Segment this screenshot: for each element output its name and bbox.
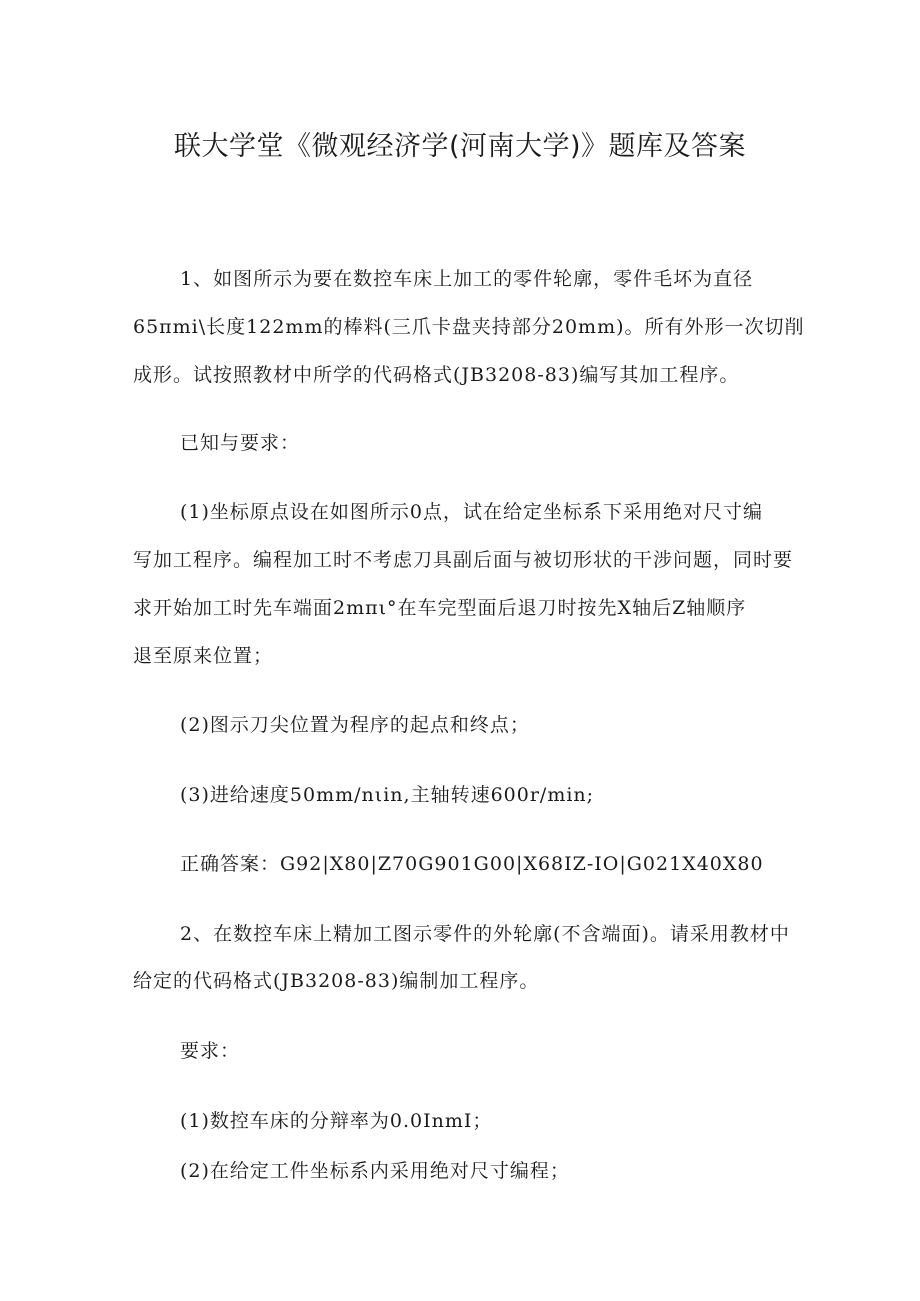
q1-text-line-3: 成形。试按照教材中所学的代码格式(JB3208-83)编写其加工程序。 [133,364,740,386]
q2-req2: (2)在给定工件坐标系内采用绝对尺寸编程； [180,1160,570,1182]
q1-req1-line-3: 求开始加工时先车端面2mπι°在车完型面后退刀时按先X轴后Z轴顺序 [133,597,747,619]
document-title: 联大学堂《微观经济学(河南大学)》题库及答案 [173,131,747,162]
q2-req-label: 要求： [180,1040,241,1062]
q2-text-line-2: 给定的代码格式(JB3208-83)编制加工程序。 [133,970,540,992]
q1-req3: (3)进给速度50mm/nιin,主轴转速600r/min; [180,784,595,806]
q1-req1-line-4: 退至原来位置； [133,645,274,667]
q1-req2: (2)图示刀尖位置为程序的起点和终点； [180,714,530,736]
q1-answer: 正确答案：G92|X80|Z70G901G00|X68IZ-IO|G021X40X80 [180,853,764,875]
q1-text-line-2: 65πmi\长度122mm的棒料(三爪卡盘夹持部分20mm)。所有外形一次切削 [133,316,805,338]
q2-text-line-1: 2、在数控车床上精加工图示零件的外轮廓(不含端面)。请采用教材中 [180,923,790,945]
q1-text-line-1: 1、如图所示为要在数控车床上加工的零件轮廓，零件毛坏为直径 [180,268,754,290]
q1-known-label: 已知与要求： [180,432,301,454]
q1-req1-line-1: (1)坐标原点设在如图所示0点，试在给定坐标系下采用绝对尺寸编 [180,501,764,523]
q2-req1: (1)数控车床的分辩率为0.0InmI； [180,1110,493,1132]
q1-req1-line-2: 写加工程序。编程加工时不考虑刀具副后面与被切形状的干涉问题，同时要 [133,549,794,571]
